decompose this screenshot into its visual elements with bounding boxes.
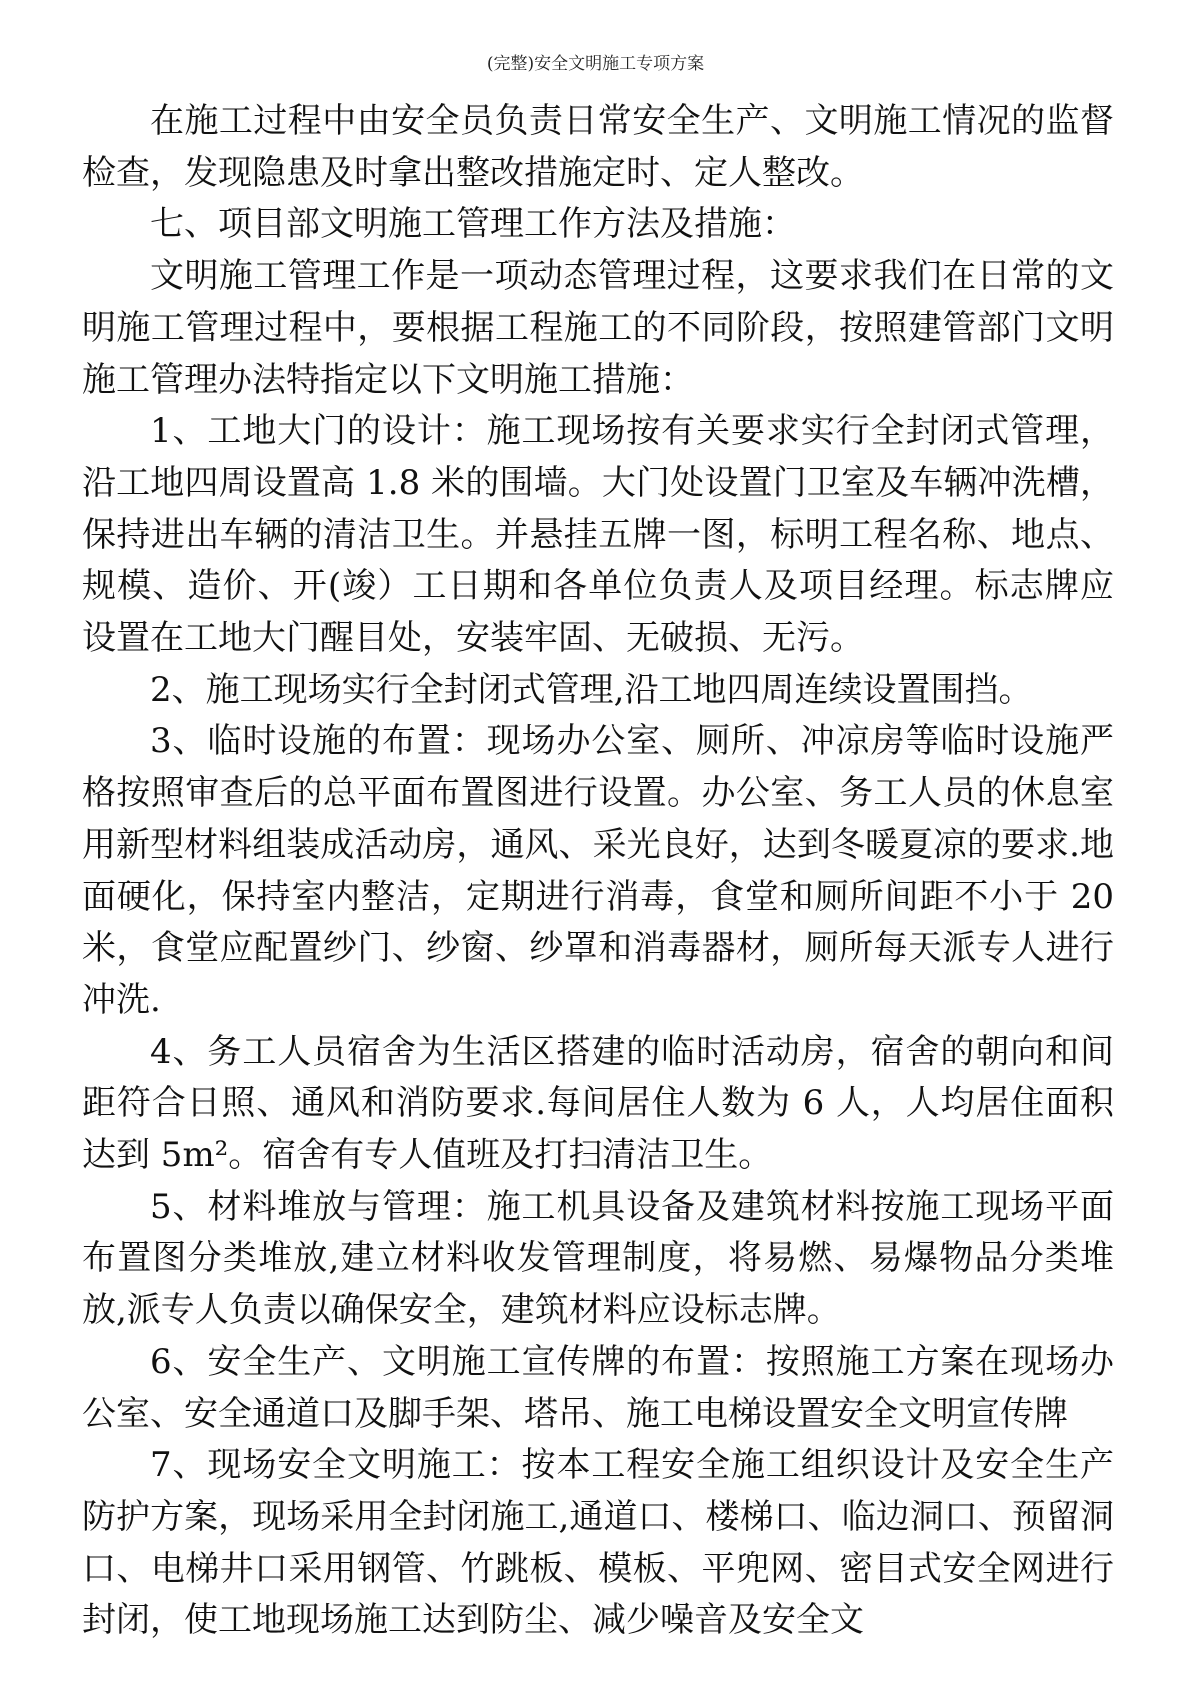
running-header: (完整)安全文明施工专项方案 bbox=[486, 54, 705, 74]
paragraph: 4、务工人员宿舍为生活区搭建的临时活动房，宿舍的朝向和间距符合日照、通风和消防要求.每间居住人数为 6 人，人均居住面积达到 5m²。宿舍有专人值班及打扫清洁卫生。 bbox=[82, 1031, 1114, 1176]
body-text bbox=[82, 96, 1114, 1647]
paragraph: 3、临时设施的布置：现场办公室、厕所、冲凉房等临时设施严格按照审查后的总平面布置图进行设置。办公室、务工人员的休息室用新型材料组装成活动房，通风、采光良好，达到冬暖夏凉的要求.地面硬化，保持室内整洁，定期进行消毒，食堂和厕所间距不小于 20 米，食堂应配置纱门、纱窗、纱罩和消毒器材，厕所每天派专人进行冲洗. bbox=[82, 721, 1114, 1020]
paragraph: 七、项目部文明施工管理工作方法及措施： bbox=[150, 204, 796, 245]
paragraph: 2、施工现场实行全封闭式管理,沿工地四周连续设置围挡。 bbox=[150, 669, 1033, 710]
paragraph: 1、工地大门的设计：施工现场按有关要求实行全封闭式管理，沿工地四周设置高 1.8 米的围墙。大门处设置门卫室及车辆冲洗槽，保持进出车辆的清洁卫生。并悬挂五牌一图，标明工程名称、地点、规模、造价、开(竣）工日期和各单位负责人及项目经理。标志牌应设置在工地大门醒目处，安装牢固、无破损、无污。 bbox=[82, 411, 1114, 659]
paragraph: 在施工过程中由安全员负责日常安全生产、文明施工情况的监督检查，发现隐患及时拿出整改措施定时、定人整改。 bbox=[82, 101, 1114, 193]
paragraph: 7、现场安全文明施工：按本工程安全施工组织设计及安全生产防护方案，现场采用全封闭施工,通道口、楼梯口、临边洞口、预留洞口、电梯井口采用钢管、竹跳板、模板、平兜网、密目式安全网进行封闭，使工地现场施工达到防尘、减少噪音及安全文 bbox=[82, 1445, 1114, 1641]
paragraph: 文明施工管理工作是一项动态管理过程，这要求我们在日常的文明施工管理过程中，要根据工程施工的不同阶段，按照建管部门文明施工管理办法特指定以下文明施工措施： bbox=[82, 256, 1114, 400]
paragraph: 5、材料堆放与管理：施工机具设备及建筑材料按施工现场平面布置图分类堆放,建立材料收发管理制度，将易燃、易爆物品分类堆放,派专人负责以确保安全，建筑材料应设标志牌。 bbox=[82, 1186, 1114, 1331]
paragraph: 6、安全生产、文明施工宣传牌的布置：按照施工方案在现场办公室、安全通道口及脚手架、塔吊、施工电梯设置安全文明宣传牌 bbox=[82, 1341, 1114, 1434]
